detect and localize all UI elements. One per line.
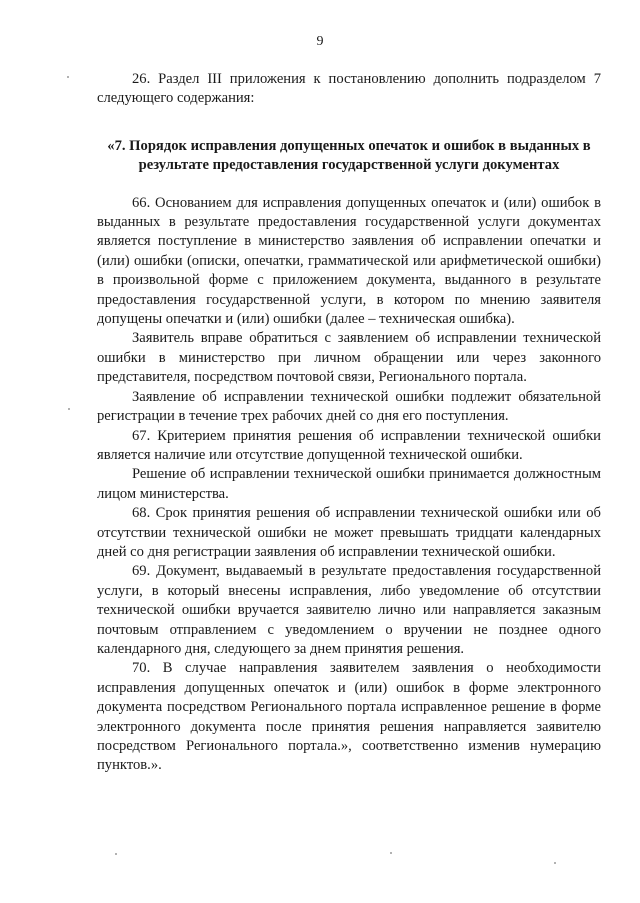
scan-speck xyxy=(390,852,392,854)
scan-speck xyxy=(115,853,117,855)
scan-speck xyxy=(68,408,70,410)
paragraph-66: 66. Основанием для исправления допущенных опечаток и (или) ошибок в выданных в результате предоставления государственной услуги документах является поступление в министерство заявления об исправлении опечатки и (или) ошибки (описки, опечатки, грамматической или арифметической ошибки) в произвольной форме с приложением документа, выданного в результате предоставления государственной услуги, в котором по мнению заявителя допущены опечатки и (или) ошибки (далее – техническая ошибка). xyxy=(97,194,601,328)
paragraph-70: 70. В случае направления заявителем заявления о необходимости исправления допущенных опечаток и (или) ошибок в форме электронного документа посредством Регионального портала исправленное решение в форме электронного документа после принятия решения направляется заявителю посредством Регионального портала.», соответственно изменив нумерацию пунктов.». xyxy=(97,660,601,774)
paragraph-67-decision: Решение об исправлении технической ошибки принимается должностным лицом министерства. xyxy=(97,466,601,502)
paragraph-68: 68. Срок принятия решения об исправлении технической ошибки или об отсутствии технической ошибки не может превышать тридцати календарных дней со дня регистрации заявления об исправлении технической ошибки. xyxy=(97,505,601,560)
paragraph-66-registration: Заявление об исправлении технической ошибки подлежит обязательной регистрации в течение трех рабочих дней со дня его поступления. xyxy=(97,388,601,425)
intro-paragraph: 26. Раздел III приложения к постановлению дополнить подразделом 7 следующего содержания: xyxy=(97,71,601,107)
scan-speck xyxy=(554,862,556,864)
paragraph-67: 67. Критерием принятия решения об исправлении технической ошибки является наличие или отсутствие допущенной технической ошибки. xyxy=(97,427,601,463)
section-heading: «7. Порядок исправления допущенных опечаток и ошибок в выданных в результате предоставления государственной услуги документах xyxy=(107,137,591,174)
page-number: 9 xyxy=(316,34,324,49)
paragraph-66-applicant: Заявитель вправе обратиться с заявлением об исправлении технической ошибки в министерство при личном обращении или через законного представителя, посредством почтовой связи, Регионального портала. xyxy=(97,330,601,386)
document-body xyxy=(97,70,601,776)
scan-speck xyxy=(67,76,69,78)
paragraph-69: 69. Документ, выдаваемый в результате предоставления государственной услуги, в который внесены исправления, либо уведомление об отсутствии технической ошибки вручается заявителю лично или направляется заказным почтовым отправлением с уведомлением о вручении не позднее одного календарного дня, следующего за днем принятия решения. xyxy=(97,563,601,657)
